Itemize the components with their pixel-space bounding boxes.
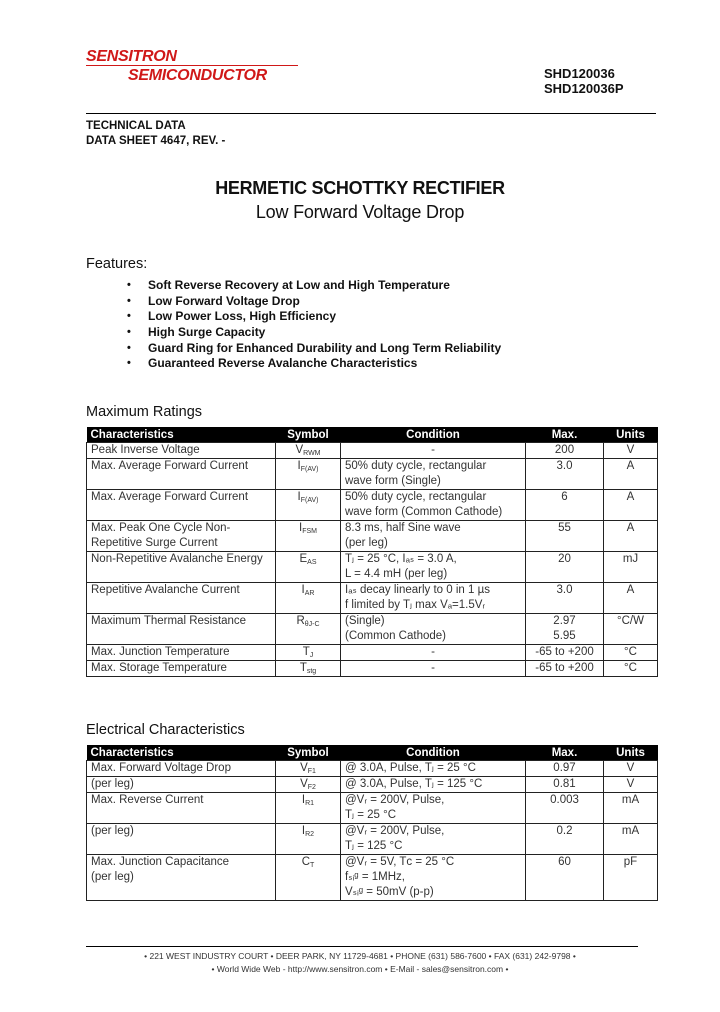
- symbol-subscript: F(AV): [300, 466, 319, 473]
- column-header: Max.: [526, 745, 604, 761]
- condition-text: @Vᵣ = 5V, Tᴄ = 25 °C: [345, 856, 455, 868]
- condition-text: wave form (Common Cathode): [345, 506, 503, 518]
- condition-cell: [341, 645, 526, 661]
- characteristic-text: Max. Average Forward Current: [91, 460, 249, 472]
- max-value: -65 to +200: [535, 646, 594, 658]
- characteristic-text: Max. Average Forward Current: [91, 491, 249, 503]
- symbol-text: V: [300, 778, 308, 790]
- table-header-row: [87, 427, 658, 443]
- symbol-subscript: J: [309, 652, 314, 659]
- symbol-cell: [276, 761, 341, 777]
- symbol-cell: [276, 661, 341, 677]
- part-number-1: SHD120036: [544, 66, 615, 81]
- symbol-subscript: AR: [304, 590, 315, 597]
- condition-text: Tⱼ = 25 °C, Iₐₛ = 3.0 A,: [345, 553, 457, 565]
- unit-text: A: [626, 522, 635, 534]
- brand-name-line2: SEMICONDUCTOR: [128, 67, 267, 84]
- characteristic-text: Max. Junction Capacitance: [91, 856, 230, 868]
- max-value: 0.81: [553, 778, 576, 790]
- symbol-text: T: [302, 646, 310, 658]
- max-cell: [526, 793, 604, 824]
- table-row: [87, 824, 658, 855]
- condition-text: L = 4.4 mH (per leg): [345, 568, 448, 580]
- symbol-cell: [276, 490, 341, 521]
- characteristic-text: Max. Forward Voltage Drop: [91, 762, 231, 774]
- unit-text: mA: [621, 794, 640, 806]
- symbol-cell: [276, 777, 341, 793]
- units-cell: [604, 490, 658, 521]
- max-value: 3.0: [556, 460, 573, 472]
- condition-cell: [341, 521, 526, 552]
- condition-text: Tⱼ = 125 °C: [345, 840, 403, 852]
- units-cell: [604, 614, 658, 645]
- condition-cell: [341, 855, 526, 901]
- max-value: 6: [561, 491, 568, 503]
- max-value: 5.95: [553, 630, 576, 642]
- condition-text: (Common Cathode): [345, 630, 446, 642]
- condition-text: Vₛᵢᵍ = 50mV (p-p): [345, 886, 434, 898]
- max-cell: [526, 761, 604, 777]
- characteristic-text: Max. Storage Temperature: [91, 662, 227, 674]
- feature-item: • Guard Ring for Enhanced Durability and Long Term Reliability: [124, 341, 501, 357]
- symbol-text: I: [301, 584, 305, 596]
- table-row: [87, 855, 658, 901]
- units-cell: [604, 552, 658, 583]
- condition-text: 50% duty cycle, rectangular: [345, 491, 487, 503]
- units-cell: [604, 521, 658, 552]
- condition-cell: [341, 552, 526, 583]
- characteristic-cell: [87, 583, 276, 614]
- condition-text: @ 3.0A, Pulse, Tⱼ = 25 °C: [345, 762, 476, 774]
- symbol-text: C: [301, 856, 311, 868]
- max-cell: [526, 459, 604, 490]
- symbol-text: T: [299, 662, 307, 674]
- column-header: Max.: [526, 427, 604, 443]
- table-header-row: [87, 745, 658, 761]
- column-header: Characteristics: [87, 427, 276, 443]
- symbol-cell: [276, 443, 341, 459]
- symbol-subscript: F2: [307, 784, 316, 791]
- condition-text: @ 3.0A, Pulse, Tⱼ = 125 °C: [345, 778, 483, 790]
- table-row: [87, 443, 658, 459]
- unit-text: A: [626, 584, 635, 596]
- units-cell: [604, 777, 658, 793]
- units-cell: [604, 793, 658, 824]
- condition-cell: [341, 614, 526, 645]
- units-cell: [604, 824, 658, 855]
- symbol-cell: [276, 552, 341, 583]
- max-value: 60: [558, 856, 571, 868]
- header-divider: [86, 113, 656, 114]
- table-row: [87, 661, 658, 677]
- column-header: Characteristics: [87, 745, 276, 761]
- condition-text: 50% duty cycle, rectangular: [345, 460, 487, 472]
- max-value: 200: [554, 444, 575, 456]
- document-subtitle: Low Forward Voltage Drop: [255, 202, 465, 222]
- unit-text: mJ: [622, 553, 639, 565]
- unit-text: A: [626, 491, 635, 503]
- column-header: Symbol: [276, 427, 341, 443]
- max-value: -65 to +200: [535, 662, 594, 674]
- max-cell: [526, 521, 604, 552]
- max-value: 55: [558, 522, 571, 534]
- characteristic-cell: [87, 552, 276, 583]
- unit-text: A: [626, 460, 635, 472]
- characteristic-text: Maximum Thermal Resistance: [91, 615, 247, 627]
- symbol-text: I: [297, 460, 301, 472]
- table-row: [87, 583, 658, 614]
- technical-data-label: TECHNICAL DATA: [86, 120, 186, 132]
- feature-item: • Guaranteed Reverse Avalanche Characteristics: [124, 356, 501, 372]
- symbol-subscript: RWM: [303, 450, 321, 457]
- symbol-subscript: T: [310, 862, 315, 869]
- brand-underline: [86, 65, 298, 66]
- characteristic-cell: [87, 777, 276, 793]
- unit-text: mA: [621, 825, 640, 837]
- units-cell: [604, 855, 658, 901]
- symbol-text: V: [295, 444, 304, 456]
- column-header: Units: [604, 745, 658, 761]
- condition-text: fₛᵢᵍ = 1MHz,: [345, 871, 405, 883]
- features-list: [124, 278, 501, 372]
- table-row: [87, 521, 658, 552]
- condition-text: wave form (Single): [345, 475, 441, 487]
- max-value: 0.2: [556, 825, 573, 837]
- symbol-subscript: AS: [307, 559, 317, 566]
- footer-address: • 221 WEST INDUSTRY COURT • DEER PARK, NY 11729-4681 • PHONE (631) 586-7600 • FAX (631) 242-9798 •: [144, 951, 576, 961]
- max-cell: [526, 552, 604, 583]
- unit-text: V: [626, 762, 635, 774]
- characteristic-text: Max. Junction Temperature: [91, 646, 230, 658]
- column-header: Units: [604, 427, 658, 443]
- symbol-cell: [276, 855, 341, 901]
- max-ratings-heading: Maximum Ratings: [86, 404, 203, 420]
- units-cell: [604, 661, 658, 677]
- data-sheet-label: DATA SHEET 4647, REV. -: [86, 135, 226, 147]
- part-number-2: SHD120036P: [544, 81, 624, 96]
- symbol-text: I: [301, 794, 306, 806]
- characteristic-cell: [87, 661, 276, 677]
- column-header: Symbol: [276, 745, 341, 761]
- units-cell: [604, 761, 658, 777]
- brand-name-line1: SENSITRON: [86, 48, 177, 65]
- characteristic-text: (per leg): [91, 871, 134, 883]
- symbol-subscript: F(AV): [300, 497, 319, 504]
- unit-text: °C: [624, 646, 637, 658]
- table-row: [87, 552, 658, 583]
- footer-web: • World Wide Web - http://www.sensitron.com • E-Mail - sales@sensitron.com •: [211, 964, 509, 974]
- condition-cell: [341, 661, 526, 677]
- max-value: 0.97: [553, 762, 576, 774]
- electrical-heading: Electrical Characteristics: [86, 722, 245, 738]
- symbol-text: V: [300, 762, 308, 774]
- condition-text: Tⱼ = 25 °C: [345, 809, 397, 821]
- symbol-subscript: R1: [305, 800, 315, 807]
- characteristic-cell: [87, 824, 276, 855]
- characteristic-text: Non-Repetitive Avalanche Energy: [91, 553, 263, 565]
- characteristic-text: Repetitive Avalanche Current: [91, 584, 240, 596]
- units-cell: [604, 443, 658, 459]
- max-cell: [526, 645, 604, 661]
- unit-text: V: [626, 778, 635, 790]
- table-row: [87, 761, 658, 777]
- table-row: [87, 793, 658, 824]
- unit-text: pF: [623, 856, 638, 868]
- condition-text: -: [431, 444, 435, 456]
- symbol-cell: [276, 793, 341, 824]
- footer-divider: [86, 946, 638, 947]
- max-cell: [526, 614, 604, 645]
- unit-text: °C: [624, 662, 637, 674]
- condition-cell: [341, 761, 526, 777]
- condition-text: Iₐₛ decay linearly to 0 in 1 µs: [345, 584, 490, 596]
- symbol-text: I: [299, 522, 303, 534]
- table-row: [87, 459, 658, 490]
- symbol-text: R: [296, 615, 305, 627]
- document-title: HERMETIC SCHOTTKY RECTIFIER: [215, 178, 505, 198]
- symbol-text: I: [297, 491, 301, 503]
- column-header: Condition: [341, 427, 526, 443]
- condition-text: @Vᵣ = 200V, Pulse,: [345, 825, 445, 837]
- symbol-cell: [276, 824, 341, 855]
- condition-cell: [341, 490, 526, 521]
- characteristic-cell: [87, 645, 276, 661]
- symbol-cell: [276, 459, 341, 490]
- symbol-cell: [276, 645, 341, 661]
- condition-text: (Single): [345, 615, 385, 627]
- column-header: Condition: [341, 745, 526, 761]
- condition-cell: [341, 824, 526, 855]
- characteristic-cell: [87, 855, 276, 901]
- symbol-cell: [276, 614, 341, 645]
- symbol-subscript: stg: [306, 668, 317, 675]
- condition-text: (per leg): [345, 537, 388, 549]
- characteristic-cell: [87, 793, 276, 824]
- unit-text: V: [626, 444, 635, 456]
- characteristic-cell: [87, 521, 276, 552]
- characteristic-text: Peak Inverse Voltage: [91, 444, 200, 456]
- feature-item: • Soft Reverse Recovery at Low and High Temperature: [124, 278, 501, 294]
- symbol-subscript: F1: [307, 768, 316, 775]
- units-cell: [604, 459, 658, 490]
- electrical-table: [86, 745, 658, 901]
- condition-text: 8.3 ms, half Sine wave: [345, 522, 461, 534]
- symbol-text: I: [301, 825, 306, 837]
- characteristic-text: Max. Reverse Current: [91, 794, 204, 806]
- condition-cell: [341, 583, 526, 614]
- characteristic-text: Max. Peak One Cycle Non-: [91, 522, 231, 534]
- max-cell: [526, 777, 604, 793]
- max-cell: [526, 824, 604, 855]
- characteristic-text: Repetitive Surge Current: [91, 537, 218, 549]
- max-value: 2.97: [553, 615, 576, 627]
- characteristic-cell: [87, 459, 276, 490]
- characteristic-cell: [87, 490, 276, 521]
- condition-cell: [341, 443, 526, 459]
- unit-text: °C/W: [617, 615, 644, 627]
- table-row: [87, 490, 658, 521]
- characteristic-cell: [87, 614, 276, 645]
- max-cell: [526, 661, 604, 677]
- symbol-cell: [276, 583, 341, 614]
- table-row: [87, 777, 658, 793]
- max-cell: [526, 443, 604, 459]
- units-cell: [604, 583, 658, 614]
- condition-cell: [341, 777, 526, 793]
- table-row: [87, 614, 658, 645]
- symbol-text: E: [299, 553, 308, 565]
- max-ratings-table: [86, 427, 658, 677]
- symbol-subscript: FSM: [302, 528, 317, 535]
- characteristic-cell: [87, 443, 276, 459]
- max-value: 3.0: [556, 584, 573, 596]
- symbol-cell: [276, 521, 341, 552]
- symbol-subscript: R2: [305, 831, 315, 838]
- condition-text: @Vᵣ = 200V, Pulse,: [345, 794, 445, 806]
- max-cell: [526, 855, 604, 901]
- characteristic-cell: [87, 761, 276, 777]
- table-row: [87, 645, 658, 661]
- max-cell: [526, 490, 604, 521]
- characteristic-text: (per leg): [91, 825, 134, 837]
- max-cell: [526, 583, 604, 614]
- units-cell: [604, 645, 658, 661]
- condition-cell: [341, 793, 526, 824]
- max-value: 20: [558, 553, 571, 565]
- characteristic-text: (per leg): [91, 778, 134, 790]
- feature-item: • Low Power Loss, High Efficiency: [124, 309, 501, 325]
- condition-text: -: [431, 662, 435, 674]
- features-heading: Features:: [86, 256, 148, 272]
- condition-text: f limited by Tⱼ max Vₐ=1.5Vᵣ: [345, 599, 486, 611]
- feature-item: • Low Forward Voltage Drop: [124, 294, 501, 310]
- max-value: 0.003: [550, 794, 579, 806]
- condition-cell: [341, 459, 526, 490]
- symbol-subscript: θJ-C: [304, 621, 320, 628]
- feature-item: • High Surge Capacity: [124, 325, 501, 341]
- condition-text: -: [431, 646, 435, 658]
